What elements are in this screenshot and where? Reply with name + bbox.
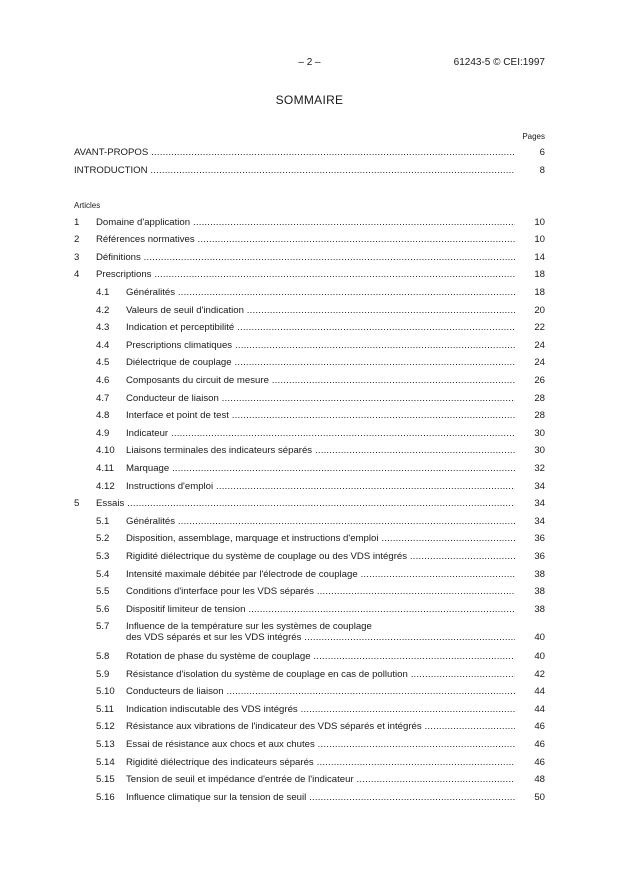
toc-entry-number: 5.13 <box>96 738 115 750</box>
toc-entry-number: 5.1 <box>96 515 110 527</box>
toc-entry-title: Prescriptions ..... <box>96 269 515 281</box>
toc-entry-page: 30 <box>534 427 545 439</box>
toc-entry-page: 10 <box>534 234 545 246</box>
toc-entry <box>74 569 545 581</box>
toc-entry <box>74 586 545 598</box>
toc-entry-number: 5.9 <box>96 668 110 680</box>
toc-entry <box>74 774 545 786</box>
toc-entry-number: 4.12 <box>96 480 115 492</box>
standard-reference: 61243-5 © CEI:1997 <box>453 57 545 68</box>
toc-entry-title: Définitions ..... <box>96 252 515 264</box>
toc-entry-title: Références normatives ..... <box>96 234 515 246</box>
toc-entry <box>74 428 545 440</box>
page-title: SOMMAIRE <box>275 93 344 107</box>
toc-entry-title: Essais ..... <box>96 498 515 510</box>
toc-entry-title: Influence climatique sur la tension de seuil ..... <box>126 792 515 804</box>
toc-entry-number: 5.2 <box>96 533 110 545</box>
toc-entry-page: 38 <box>534 603 545 615</box>
toc-entry-page: 40 <box>534 632 545 644</box>
toc-entry-number: 5.8 <box>96 650 110 662</box>
toc-entry-number: 4.2 <box>96 304 110 316</box>
toc-entry-number: 4.3 <box>96 322 110 334</box>
toc-entry-page: 20 <box>534 304 545 316</box>
toc-entry-title: Indicateur ..... <box>126 428 515 440</box>
toc-entry-page: 46 <box>534 721 545 733</box>
toc-entry-page: 24 <box>534 357 545 369</box>
toc-entry-title: Prescriptions climatiques ..... <box>126 340 515 352</box>
toc-entry-title: Rotation de phase du système de couplage ..... <box>126 651 515 663</box>
toc-entry-page: 30 <box>534 445 545 457</box>
toc-entry-title: INTRODUCTION ..... <box>74 165 515 177</box>
pages-column-label: Pages <box>522 132 545 141</box>
toc-entry <box>74 463 545 475</box>
toc-entry-title: Liaisons terminales des indicateurs séparés ..... <box>126 445 515 457</box>
toc-entry <box>74 481 545 493</box>
toc-entry <box>74 604 545 616</box>
toc-entry-page: 48 <box>534 774 545 786</box>
toc-entry-title: Diélectrique de couplage ..... <box>126 357 515 369</box>
toc-entry-page: 50 <box>534 791 545 803</box>
toc-entry <box>74 739 545 751</box>
toc-entry-page: 14 <box>534 251 545 263</box>
toc-entry-title: Composants du circuit de mesure ..... <box>126 375 515 387</box>
toc-entry <box>74 792 545 804</box>
toc-entry-front <box>74 165 545 177</box>
toc-entry-page: 6 <box>539 147 545 158</box>
toc-entry-title: Généralités ..... <box>126 287 515 299</box>
toc-entry-title: Conditions d'interface pour les VDS séparés ..... <box>126 586 515 598</box>
toc-entry-number: 4.9 <box>96 427 110 439</box>
toc-entry <box>74 686 545 698</box>
toc-entry <box>74 305 545 317</box>
toc-entry-title: AVANT-PROPOS ..... <box>74 147 515 159</box>
toc-entry <box>74 704 545 716</box>
toc-entry-number: 4.8 <box>96 410 110 422</box>
toc-entry-page: 26 <box>534 374 545 386</box>
toc-entry-number: 5.6 <box>96 603 110 615</box>
toc-entry <box>74 287 545 299</box>
toc-entry-page: 22 <box>534 322 545 334</box>
toc-entry-number: 4.5 <box>96 357 110 369</box>
toc-entry-number: 5.10 <box>96 686 115 698</box>
toc-entry <box>74 217 545 229</box>
toc-entry-page: 10 <box>534 216 545 228</box>
toc-entry-title: Indication indiscutable des VDS intégrés ..... <box>126 704 515 716</box>
toc-entry-page: 28 <box>534 392 545 404</box>
toc-entry-number: 5.11 <box>96 703 114 715</box>
toc-entry-page: 18 <box>534 286 545 298</box>
toc-entry-page: 46 <box>534 738 545 750</box>
toc-entry-page: 32 <box>534 462 545 474</box>
toc-entry-number: 4 <box>74 269 80 281</box>
toc-entry-title: Intensité maximale débitée par l'électrode de couplage ..... <box>126 569 515 581</box>
toc-entry-title: Marquage ..... <box>126 463 515 475</box>
toc-entry-title: Conducteur de liaison ..... <box>126 393 515 405</box>
toc-entry <box>74 551 545 563</box>
toc-entry <box>74 516 545 528</box>
toc-entry-number: 4.6 <box>96 374 110 386</box>
toc-entry-title: Indication et perceptibilité ..... <box>126 322 515 334</box>
toc-entry-number: 4.4 <box>96 339 110 351</box>
toc-entry-title: Interface et point de test ..... <box>126 410 515 422</box>
toc-entry <box>74 340 545 352</box>
articles-label: Articles <box>74 201 101 210</box>
toc-entry-page: 28 <box>534 410 545 422</box>
toc-entry <box>74 410 545 422</box>
toc-entry-title: Dispositif limiteur de tension ..... <box>126 604 515 616</box>
toc-entry-title: Tension de seuil et impédance d'entrée de l'indicateur ..... <box>126 774 515 786</box>
toc-entry-page: 46 <box>534 756 545 768</box>
toc-entry-number: 4.11 <box>96 462 114 474</box>
toc-entry <box>74 322 545 334</box>
toc-entry-page: 34 <box>534 498 545 510</box>
toc-entry <box>74 252 545 264</box>
toc-entry-title: Conducteurs de liaison ..... <box>126 686 515 698</box>
toc-entry-page: 38 <box>534 586 545 598</box>
toc-entry-number: 1 <box>74 216 80 228</box>
toc-entry-page: 42 <box>534 668 545 680</box>
toc-entry-page: 18 <box>534 269 545 281</box>
toc-entry-title: Domaine d'application ..... <box>96 217 515 229</box>
toc-entry-title: Généralités ..... <box>126 516 515 528</box>
toc-entry-number: 3 <box>74 251 80 263</box>
toc-entry-title: des VDS séparés et sur les VDS intégrés ..... <box>126 632 515 644</box>
toc-entry <box>74 669 545 681</box>
toc-entry <box>74 445 545 457</box>
toc-entry <box>74 757 545 769</box>
toc-entry-number: 5.3 <box>96 550 110 562</box>
toc-entry-number: 5 <box>74 498 80 510</box>
toc-entry-page: 34 <box>534 515 545 527</box>
toc-entry-number: 2 <box>74 234 80 246</box>
toc-entry-page: 34 <box>534 480 545 492</box>
toc-entry-number: 5.14 <box>96 756 115 768</box>
toc-entry <box>74 533 545 545</box>
toc-entry-number: 5.15 <box>96 774 115 786</box>
toc-entry-number: 5.4 <box>96 568 110 580</box>
toc-entry-title: Essai de résistance aux chocs et aux chutes ..... <box>126 739 515 751</box>
toc-entry-page: 44 <box>534 703 545 715</box>
toc-entry-page: 36 <box>534 550 545 562</box>
toc-entry-title: Résistance aux vibrations de l'indicateur des VDS séparés et intégrés ..... <box>126 721 515 733</box>
toc-entry-front <box>74 147 545 159</box>
page-number: – 2 – <box>298 57 321 68</box>
toc-entry-title: Résistance d'isolation du système de couplage en cas de pollution ..... <box>126 669 515 681</box>
toc-entry-page: 44 <box>534 686 545 698</box>
toc-entry <box>74 375 545 387</box>
toc-entry-page: 8 <box>539 165 545 176</box>
toc-entry-page: 40 <box>534 650 545 662</box>
toc-entry-title-line1: Influence de la température sur les systèmes de couplage <box>126 621 372 633</box>
toc-entry <box>74 234 545 246</box>
toc-entry-number: 5.16 <box>96 791 115 803</box>
toc-entry-title: Rigidité diélectrique du système de couplage ou des VDS intégrés ..... <box>126 551 515 563</box>
toc-entry <box>74 357 545 369</box>
toc-entry-number: 5.12 <box>96 721 115 733</box>
toc-entry-page: 36 <box>534 533 545 545</box>
toc-entry <box>74 632 545 644</box>
toc-entry-number: 4.10 <box>96 445 115 457</box>
toc-entry <box>74 498 545 510</box>
toc-entry-title: Instructions d'emploi ..... <box>126 481 515 493</box>
toc-entry-number: 5.7 <box>96 621 110 633</box>
toc-entry-title: Disposition, assemblage, marquage et instructions d'emploi ..... <box>126 533 515 545</box>
toc-entry <box>74 269 545 281</box>
toc-entry <box>74 721 545 733</box>
toc-entry <box>74 651 545 663</box>
toc-entry-page: 38 <box>534 568 545 580</box>
toc-entry-title: Valeurs de seuil d'indication ..... <box>126 305 515 317</box>
toc-entry <box>74 393 545 405</box>
toc-entry-number: 4.7 <box>96 392 110 404</box>
toc-entry-title: Rigidité diélectrique des indicateurs séparés ..... <box>126 757 515 769</box>
toc-entry-number: 4.1 <box>96 286 110 298</box>
toc-entry-number: 5.5 <box>96 586 110 598</box>
toc-entry-page: 24 <box>534 339 545 351</box>
